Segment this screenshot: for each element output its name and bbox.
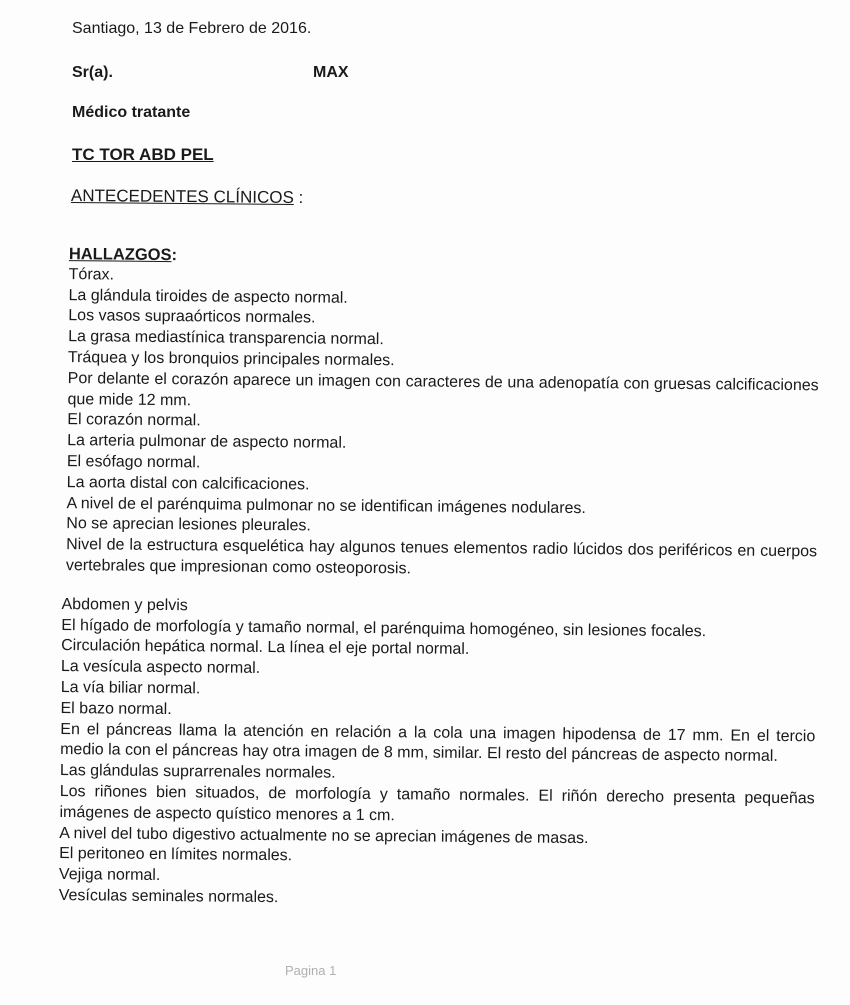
torax-line: Por delante el corazón aparece un imagen con caracteres de una adenopatía con gruesas calcificaciones que mide 12 mm. [67,369,819,409]
torax-line: La aorta distal con calcificaciones. [66,473,310,494]
abdomen-line: El hígado de morfología y tamaño normal, el parénquima homogéneo, sin lesiones focales. [61,616,707,640]
torax-line: Tráquea y los bronquios principales normales. [67,349,395,370]
torax-line: La arteria pulmonar de aspecto normal. [67,432,347,452]
abdomen-line: Los riñones bien situados, de morfología y tamaño normales. El riñón derecho presenta pequeñas imágenes de aspecto quístico menores a 1 cm. [59,782,815,824]
abdomen-section [54,595,817,914]
exam-title: TC TOR ABD PEL [72,145,214,164]
patient-name: MAX [313,64,349,81]
antecedentes-label: ANTECEDENTES CLÍNICOS [70,186,294,207]
abdomen-line: La vía biliar normal. [60,678,201,698]
torax-title: Tórax. [68,265,115,284]
abdomen-line: A nivel del tubo digestivo actualmente no se aprecian imágenes de masas. [59,824,589,847]
torax-line: Los vasos supraaórticos normales. [68,307,316,327]
torax-line: El esófago normal. [66,453,201,472]
abdomen-title: Abdomen y pelvis [61,595,188,614]
doctor-label: Médico tratante [72,104,191,121]
abdomen-line: Las glándulas suprarrenales normales. [59,762,336,782]
abdomen-line: El bazo normal. [60,699,172,718]
torax-line: La glándula tiroides de aspecto normal. [68,286,348,307]
abdomen-line: Circulación hepática normal. La línea el eje portal normal. [61,637,470,659]
abdomen-line: Vesículas seminales normales. [58,886,279,907]
torax-line: No se aprecian lesiones pleurales. [66,515,311,535]
antecedentes-heading [71,186,304,208]
antecedentes-colon: : [293,187,304,208]
abdomen-line: En el páncreas llama la atención en relación a la cola una imagen hipodensa de 17 mm. En el tercio medio la con el páncreas hay otra imagen de 8 mm, similar. El resto del páncreas de aspecto normal. [60,720,816,766]
findings-section [54,244,820,914]
report-date: Santiago, 13 de Febrero de 2016. [72,20,312,37]
torax-line: Nivel de la estructura esquelética hay algunos tenues elementos radio lúcidos dos periféricos en cuerpos vertebrales que impresionan como osteoporosis. [65,536,818,578]
findings-heading-colon: : [171,246,178,265]
torax-line: La grasa mediastínica transparencia normal. [68,328,384,349]
torax-line: A nivel de el parénquima pulmonar no se identifican imágenes nodulares. [66,494,587,517]
abdomen-line: La vesícula aspecto normal. [60,658,261,678]
page-number: Pagina 1 [285,963,337,978]
salutation-label: Sr(a). [72,64,113,81]
abdomen-line: El peritoneo en límites normales. [59,845,293,865]
findings-heading-text: HALLAZGOS [68,245,172,265]
abdomen-line: Vejiga normal. [58,866,161,885]
torax-line: El corazón normal. [67,411,201,430]
